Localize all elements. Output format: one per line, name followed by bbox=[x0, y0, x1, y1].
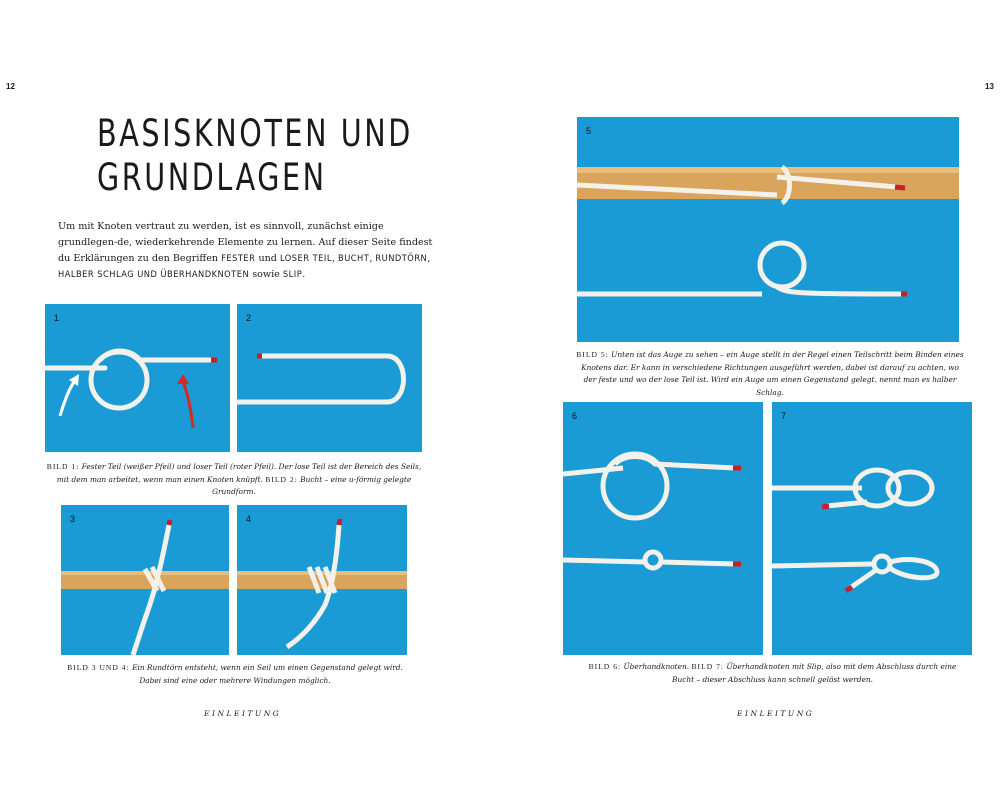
footer-right: EINLEITUNG bbox=[737, 709, 815, 718]
overhand-knot-illustration bbox=[563, 402, 763, 655]
photo-1-fester-loser-teil bbox=[45, 304, 230, 452]
photo-number: 1 bbox=[54, 313, 60, 323]
photo-3-rundtoern bbox=[61, 505, 229, 655]
intro-end: . bbox=[302, 269, 306, 280]
term-rundtoern: RUNDTÖRN bbox=[375, 253, 428, 264]
footer-left: EINLEITUNG bbox=[204, 709, 282, 718]
bight-illustration bbox=[237, 304, 422, 452]
term-ueberhandknoten: UND ÜBERHANDKNOTEN bbox=[137, 269, 250, 280]
intro-text: Um mit Knoten vertraut zu werden, ist es sinnvoll, zunächst einige grundlegen-de, wiederkehrende Elemente zu lernen. Auf dieser Seite findest du Erklärungen zu den Begriffen bbox=[58, 221, 433, 264]
intro-paragraph bbox=[58, 219, 434, 283]
eye-illustration bbox=[577, 117, 959, 342]
caption-text: Ein Rundtörn entsteht, wenn ein Seil um einen Gegenstand gelegt wird. Dabei sind eine oder mehrere Windungen möglich. bbox=[129, 663, 403, 685]
caption-label: BILD 2: bbox=[265, 474, 298, 484]
caption-label: BILD 3 UND 4: bbox=[67, 663, 130, 672]
photo-number: 7 bbox=[781, 411, 787, 421]
term-loser-teil: LOSER TEIL bbox=[280, 253, 332, 264]
photo-4-rundtoern-windungen bbox=[237, 505, 407, 655]
photo-2-bucht bbox=[237, 304, 422, 452]
caption-label: BILD 1: bbox=[46, 462, 80, 471]
slip-knot-illustration bbox=[772, 402, 972, 655]
intro-connector: und bbox=[255, 253, 280, 264]
caption-text: Überhandknoten mit Slip, also mit dem Abschluss durch eine Bucht – dieser Abschluss kann schnell gelöst werden. bbox=[672, 662, 957, 684]
knot-illustration bbox=[45, 304, 230, 452]
caption-text: Überhandknoten. bbox=[621, 662, 692, 671]
intro-sep: , bbox=[369, 253, 376, 264]
caption-bild-6-7 bbox=[585, 661, 960, 686]
page-title bbox=[97, 112, 413, 200]
caption-label: BILD 7: bbox=[691, 662, 725, 671]
intro-connector: sowie bbox=[249, 269, 283, 280]
photo-6-ueberhandknoten bbox=[563, 402, 763, 655]
round-turn-multiple-illustration bbox=[237, 505, 407, 655]
intro-sep: , bbox=[331, 253, 339, 264]
photo-number: 6 bbox=[572, 411, 578, 421]
page-number-right: 13 bbox=[985, 82, 994, 91]
round-turn-illustration bbox=[61, 505, 229, 655]
term-slip: SLIP bbox=[282, 269, 303, 280]
term-bucht: BUCHT bbox=[338, 253, 370, 264]
photo-number: 4 bbox=[246, 514, 252, 524]
photo-number: 5 bbox=[586, 126, 592, 136]
photo-number: 3 bbox=[70, 514, 76, 524]
photo-number: 2 bbox=[246, 313, 252, 323]
caption-bild-3-4 bbox=[60, 662, 410, 687]
caption-bild-5 bbox=[575, 349, 965, 399]
photo-5-auge-halber-schlag bbox=[577, 117, 959, 342]
caption-label: BILD 6: bbox=[588, 662, 622, 671]
title-line-2: GRUNDLAGEN bbox=[97, 156, 327, 199]
caption-text: Unten ist das Auge zu sehen – ein Auge stellt in der Regel einen Teilschritt beim Binden eines Knotens dar. Er kann in verschiedene Richtungen ausgeführt werden, dabei ist darauf zu achten, wo der feste und wo der lose Teil ist. Wird ein Auge um einen Gegenstand gelegt, nennt man es halber Schlag. bbox=[581, 350, 964, 397]
term-fester: FESTER bbox=[221, 253, 256, 264]
photo-7-ueberhandknoten-slip bbox=[772, 402, 972, 655]
caption-label: BILD 5: bbox=[576, 350, 609, 359]
title-line-1: BASISKNOTEN UND bbox=[97, 112, 413, 155]
caption-text: Bucht – eine u-förmig gelegte Grundform. bbox=[212, 474, 412, 496]
page-number-left: 12 bbox=[6, 82, 15, 91]
term-halber-schlag: HALBER SCHLAG bbox=[58, 269, 135, 280]
intro-sep: , bbox=[427, 253, 431, 264]
caption-bild-1-2 bbox=[44, 461, 424, 499]
caption-text: Fester Teil (weißer Pfeil) und loser Teil (roter Pfeil). Der lose Teil ist der Bereich des Seils, mit dem man arbeitet, wenn man einen Knoten knüpft. bbox=[56, 462, 422, 484]
